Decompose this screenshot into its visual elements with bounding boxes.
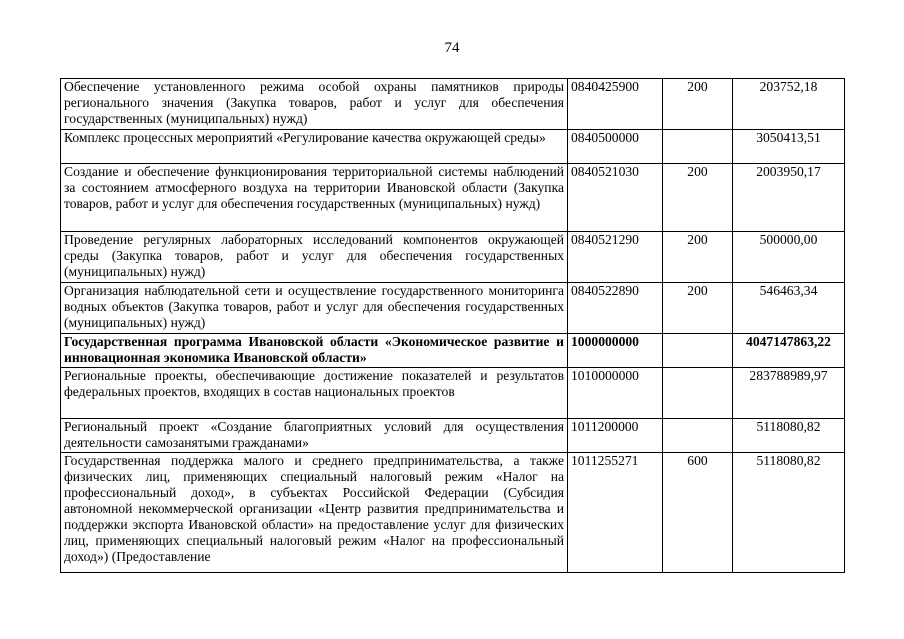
row-name-cell: Проведение регулярных лабораторных исследований компонентов окружающей среды (Закупка товаров, работ и услуг для обеспечения государственных (муниципальных) нужд)	[61, 232, 568, 283]
row-amount-cell: 4047147863,22	[733, 334, 845, 368]
row-code-cell: 0840425900	[568, 79, 663, 130]
row-expense-type-cell	[663, 130, 733, 164]
row-expense-type-cell: 200	[663, 232, 733, 283]
table-row	[61, 130, 845, 164]
row-name-cell: Региональный проект «Создание благоприятных условий для осуществления деятельности самозанятыми гражданами»	[61, 419, 568, 453]
table-row	[61, 79, 845, 130]
row-amount-cell: 546463,34	[733, 283, 845, 334]
row-name-cell: Региональные проекты, обеспечивающие достижение показателей и результатов федеральных проектов, входящих в состав национальных проектов	[61, 368, 568, 419]
table-row	[61, 232, 845, 283]
row-code-cell: 1000000000	[568, 334, 663, 368]
row-code-cell: 1011255271	[568, 453, 663, 573]
row-amount-cell: 2003950,17	[733, 164, 845, 232]
row-expense-type-cell: 600	[663, 453, 733, 573]
row-code-cell: 0840521030	[568, 164, 663, 232]
row-expense-type-cell: 200	[663, 79, 733, 130]
row-amount-cell: 203752,18	[733, 79, 845, 130]
row-name-cell: Государственная поддержка малого и среднего предпринимательства, а также физических лиц, применяющих специальный налоговый режим «Налог на профессиональный доход», в субъектах Российской Федерации (Субсидия автономной некоммерческой организации «Центр развития предпринимательства и поддержки экспорта Ивановской области» на предоставление услуг для физических лиц, применяющих специальный налоговый режим «Налог на профессиональный доход») (Предоставление	[61, 453, 568, 573]
row-code-cell: 0840522890	[568, 283, 663, 334]
row-code-cell: 1010000000	[568, 368, 663, 419]
budget-table	[60, 78, 845, 573]
table-row	[61, 419, 845, 453]
row-code-cell: 1011200000	[568, 419, 663, 453]
row-name-cell: Обеспечение установленного режима особой охраны памятников природы регионального значения (Закупка товаров, работ и услуг для обеспечения государственных (муниципальных) нужд)	[61, 79, 568, 130]
row-name-cell: Организация наблюдательной сети и осуществление государственного мониторинга водных объектов (Закупка товаров, работ и услуг для обеспечения государственных (муниципальных) нужд)	[61, 283, 568, 334]
row-expense-type-cell: 200	[663, 164, 733, 232]
row-amount-cell: 5118080,82	[733, 419, 845, 453]
row-amount-cell: 500000,00	[733, 232, 845, 283]
page-number: 74	[444, 40, 460, 56]
row-expense-type-cell: 200	[663, 283, 733, 334]
row-expense-type-cell	[663, 419, 733, 453]
row-name-cell: Создание и обеспечение функционирования территориальной системы наблюдений за состоянием атмосферного воздуха на территории Ивановской области (Закупка товаров, работ и услуг для обеспечения государственных (муниципальных) нужд)	[61, 164, 568, 232]
table-row	[61, 453, 845, 573]
table-row	[61, 164, 845, 232]
row-amount-cell: 3050413,51	[733, 130, 845, 164]
table-row	[61, 368, 845, 419]
table-row-program	[61, 334, 845, 368]
row-name-cell: Комплекс процессных мероприятий «Регулирование качества окружающей среды»	[61, 130, 568, 164]
row-expense-type-cell	[663, 368, 733, 419]
row-expense-type-cell	[663, 334, 733, 368]
table-row	[61, 283, 845, 334]
row-amount-cell: 5118080,82	[733, 453, 845, 573]
row-amount-cell: 283788989,97	[733, 368, 845, 419]
row-code-cell: 0840500000	[568, 130, 663, 164]
row-name-cell: Государственная программа Ивановской области «Экономическое развитие и инновационная экономика Ивановской области»	[61, 334, 568, 368]
row-code-cell: 0840521290	[568, 232, 663, 283]
